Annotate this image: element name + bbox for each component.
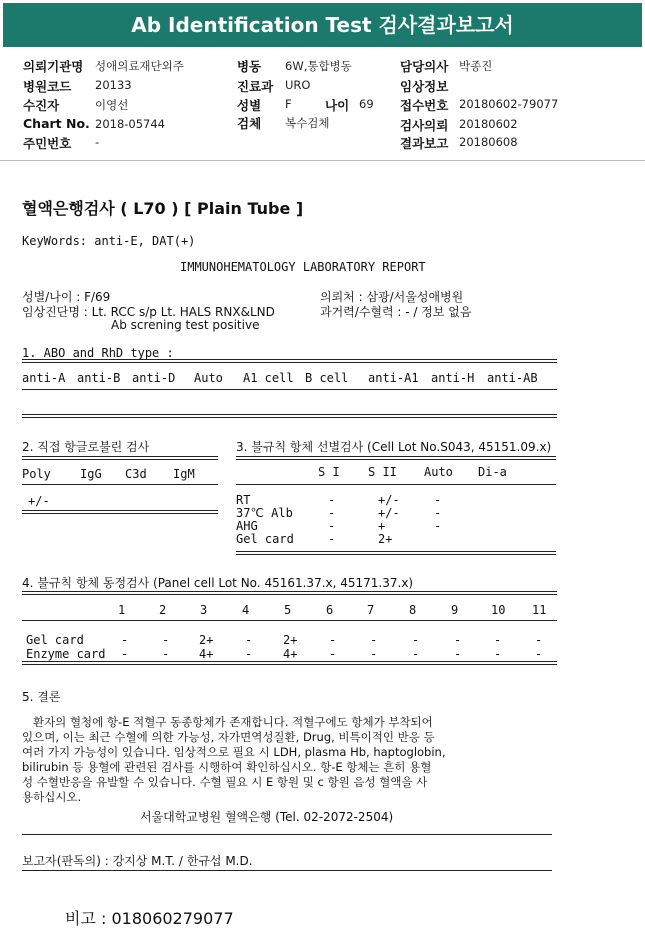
patient-diagnosis: 임상진단명 : Lt. RCC s/p Lt. HALS RNX&LND — [22, 305, 275, 319]
patient-info-block — [0, 50, 645, 165]
panel-cell: - — [494, 647, 502, 661]
screen-cell: + — [378, 519, 386, 533]
abo-col-header: A1 cell — [243, 371, 294, 385]
label-physician: 담당의사 — [400, 59, 449, 74]
panel-cell: - — [454, 647, 462, 661]
screen-cell: - — [434, 519, 442, 533]
abo-col-header: B cell — [305, 371, 349, 385]
screen-col-header: S I — [318, 465, 340, 479]
panel-col-header: 6 — [326, 603, 334, 617]
label-institution: 의뢰기관명 — [23, 59, 84, 74]
label-sex: 성별 — [237, 98, 262, 113]
panel-cell: - — [535, 633, 543, 647]
value-accession-no: 20180602-79077 — [459, 97, 559, 111]
panel-cell: - — [494, 633, 502, 647]
panel-cell: 2+ — [199, 633, 214, 647]
value-age: 69 — [359, 97, 374, 111]
label-specimen: 검체 — [237, 116, 262, 131]
transfusion-history: 과거력/수혈력 : - / 정보 없음 — [320, 305, 472, 319]
section-2-title: 2. 직접 항글로불린 검사 — [22, 440, 150, 454]
conclusion-line: 환자의 혈청에 항-E 적혈구 동종항체가 존재합니다. 적혈구에도 항체가 부착되어 — [22, 715, 433, 729]
label-patient-name: 수진자 — [23, 98, 60, 113]
section-4-rule-bottom — [22, 661, 557, 665]
report-title: Ab Identification Test 검사결과보고서 — [3, 3, 642, 47]
panel-cell: - — [121, 647, 129, 661]
screen-row-label: AHG — [236, 519, 258, 533]
panel-cell: - — [454, 633, 462, 647]
report-heading: 혈액은행검사 ( L70 ) [ Plain Tube ] — [22, 199, 304, 218]
referrer: 의뢰처 : 삼광/서울성애병원 — [320, 290, 464, 304]
label-report-date: 결과보고 — [400, 136, 449, 151]
screen-cell: - — [328, 519, 336, 533]
screen-col-header: Di-a — [478, 465, 507, 479]
abo-col-header: anti-A — [22, 371, 66, 385]
value-sex: F — [285, 97, 292, 111]
screen-cell: +/- — [378, 493, 400, 507]
value-institution: 성애의료재단외주 — [95, 59, 184, 73]
label-request-date: 검사의뢰 — [400, 118, 449, 133]
conclusion-line: 여러 가지 가능성이 있습니다. 임상적으로 필요 시 LDH, plasma Hb, haptoglobin, — [22, 745, 446, 759]
panel-cell: - — [370, 647, 378, 661]
reporter: 보고자(판독의) : 강지상 M.T. / 한규섭 M.D. — [22, 854, 253, 868]
patient-sex-age: 성별/나이 : F/69 — [22, 290, 111, 304]
section-2-rule — [22, 456, 218, 460]
panel-cell: - — [121, 633, 129, 647]
screen-cell: +/- — [378, 506, 400, 520]
panel-cell: - — [245, 633, 253, 647]
label-hospital-code: 병원코드 — [23, 79, 72, 94]
label-chart-no: Chart No. — [23, 116, 90, 131]
value-ward: 6W,통합병동 — [285, 59, 352, 73]
lab-report-title: IMMUNOHEMATOLOGY LABORATORY REPORT — [180, 260, 426, 274]
screen-row-label: Gel card — [236, 532, 294, 546]
section-4-rule-mid — [22, 620, 557, 621]
screen-cell: 2+ — [378, 532, 393, 546]
section-1-title: 1. ABO and RhD type : — [22, 346, 174, 360]
info-divider — [0, 160, 645, 161]
dat-value: +/- — [28, 494, 50, 508]
panel-cell: - — [412, 647, 420, 661]
label-resident-no: 주민번호 — [23, 136, 72, 151]
dat-col-header: C3d — [125, 467, 147, 481]
panel-col-header: 11 — [532, 603, 547, 617]
abo-col-header: anti-B — [77, 371, 121, 385]
panel-cell: - — [370, 633, 378, 647]
panel-col-header: 3 — [200, 603, 208, 617]
screen-row-label: 37℃ Alb — [236, 506, 293, 520]
panel-row-label: Gel card — [26, 633, 84, 647]
value-specimen: 복수검체 — [285, 116, 330, 130]
panel-cell: - — [162, 633, 170, 647]
panel-cell: - — [162, 647, 170, 661]
lab-report — [0, 166, 645, 952]
conclusion-line: bilirubin 등 용혈에 관련된 검사를 시행하여 확인하십시오. 항-E 항체는 흔히 용혈 — [22, 760, 432, 774]
screen-cell: - — [328, 493, 336, 507]
patient-diagnosis-cont: Ab screning test positive — [111, 318, 260, 332]
value-chart-no: 2018-05744 — [95, 117, 165, 131]
screen-row-label: RT — [236, 493, 251, 507]
value-hospital-code: 20133 — [95, 78, 132, 92]
panel-cell: - — [535, 647, 543, 661]
section-1-rule-bottom — [22, 414, 557, 418]
section-5-title: 5. 결론 — [22, 690, 61, 704]
section-1-rule — [22, 359, 557, 363]
screen-cell: - — [328, 506, 336, 520]
reporter-rule-top — [22, 834, 552, 835]
conclusion-line: 용하십시오. — [22, 790, 82, 804]
screen-header-rule — [236, 484, 556, 485]
value-resident-no: - — [95, 135, 100, 149]
panel-cell: - — [245, 647, 253, 661]
reporter-rule-bottom — [22, 870, 552, 871]
abo-col-header: anti-AB — [487, 371, 538, 385]
section-1-rule-mid — [22, 389, 557, 390]
section-4-title: 4. 불규칙 항체 동정검사 (Panel cell Lot No. 45161.37.x, 45171.37.x) — [22, 576, 414, 590]
panel-cell: - — [329, 647, 337, 661]
value-request-date: 20180602 — [459, 117, 518, 131]
value-physician: 박종진 — [459, 59, 493, 73]
panel-cell: 4+ — [283, 647, 298, 661]
keywords: KeyWords: anti-E, DAT(+) — [22, 234, 196, 248]
panel-cell: - — [329, 633, 337, 647]
dat-col-header: IgG — [80, 467, 102, 481]
screen-cell: - — [434, 506, 442, 520]
panel-cell: 4+ — [199, 647, 214, 661]
section-3-rule — [236, 456, 556, 460]
screen-col-header: Auto — [424, 465, 453, 479]
section-2-rule-mid — [22, 484, 218, 485]
panel-col-header: 1 — [118, 603, 126, 617]
label-clinical-info: 임상정보 — [400, 79, 449, 94]
panel-col-header: 9 — [451, 603, 459, 617]
panel-col-header: 10 — [491, 603, 506, 617]
value-report-date: 20180608 — [459, 135, 518, 149]
abo-col-header: anti-H — [431, 371, 475, 385]
panel-cell: - — [412, 633, 420, 647]
section-3-title: 3. 불규칙 항체 선별검사 (Cell Lot No.S043, 45151.09.x) — [236, 440, 552, 454]
conclusion-line: 성 수혈반응을 유발할 수 있습니다. 수혈 필요 시 E 항원 및 c 항원 음성 혈액을 사 — [22, 775, 428, 789]
label-department: 진료과 — [237, 79, 274, 94]
remark: 비고 : 018060279077 — [65, 909, 234, 928]
panel-col-header: 7 — [367, 603, 375, 617]
abo-col-header: anti-D — [132, 371, 176, 385]
dat-col-header: IgM — [173, 467, 195, 481]
section-2-rule-bottom — [22, 510, 218, 514]
value-patient-name: 이영선 — [95, 98, 129, 112]
label-ward: 병동 — [237, 59, 262, 74]
panel-col-header: 4 — [242, 603, 250, 617]
section-3-rule-bottom — [236, 551, 556, 555]
label-age: 나이 — [325, 98, 350, 113]
hospital-blood-bank: 서울대학교병원 혈액은행 (Tel. 02-2072-2504) — [140, 810, 394, 824]
screen-cell: - — [434, 493, 442, 507]
dat-col-header: Poly — [22, 467, 51, 481]
screen-cell: - — [328, 532, 336, 546]
value-department: URO — [285, 78, 311, 92]
screen-col-header: S II — [368, 465, 397, 479]
section-4-rule — [22, 591, 557, 595]
conclusion-line: 있으며, 이는 최근 수혈에 의한 가능성, 자가면역성질환, Drug, 비특이적인 반응 등 — [22, 730, 435, 744]
panel-row-label: Enzyme card — [26, 647, 106, 661]
abo-col-header: Auto — [194, 371, 223, 385]
panel-cell: 2+ — [283, 633, 298, 647]
abo-col-header: anti-A1 — [368, 371, 419, 385]
panel-col-header: 5 — [284, 603, 292, 617]
label-accession-no: 접수번호 — [400, 98, 449, 113]
panel-col-header: 2 — [159, 603, 167, 617]
panel-col-header: 8 — [409, 603, 417, 617]
